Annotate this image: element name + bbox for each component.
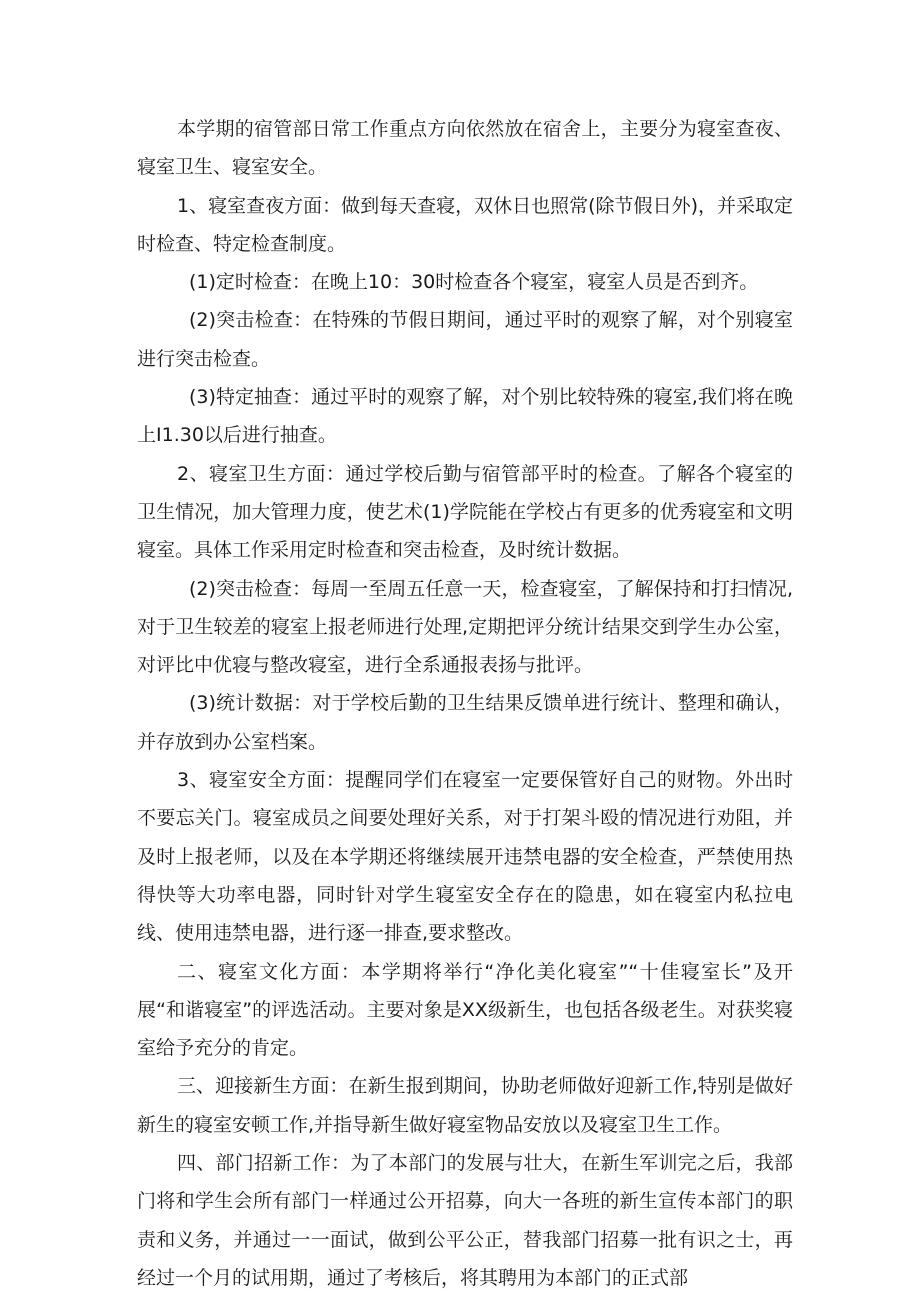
document-body (137, 110, 793, 1297)
paragraph-recruitment: 四、部门招新工作：为了本部门的发展与壮大，在新生军训完之后，我部门将和学生会所有部门一样通过公开招募，向大一各班的新生宣传本部门的职责和义务，并通过一一面试，做到公平公正，替我部门招募一批有识之士，再经过一个月的试用期，通过了考核后，将其聘用为本部门的正式部 (137, 1152, 793, 1289)
paragraph-safety: 3、寝室安全方面：提醒同学们在寝室一定要保管好自己的财物。外出时不要忘关门。寝室成员之间要处理好关系，对于打架斗殴的情况进行劝阻，并及时上报老师，以及在本学期还将继续展开违禁电器的安全检查，严禁使用热得快等大功率电器，同时针对学生寝室安全存在的隐患，如在寝室内私拉电线、使用违禁电器，进行逐一排查,要求整改。 (137, 769, 793, 945)
paragraph-surprise-check: (2)突击检查：在特殊的节假日期间，通过平时的观察了解，对个别寝室进行突击检查。 (137, 309, 793, 370)
paragraph-intro: 本学期的宿管部日常工作重点方向依然放在宿舍上，主要分为寝室查夜、寝室卫生、寝室安全。 (137, 118, 793, 179)
paragraph-night-check: 1、寝室查夜方面：做到每天查寝，双休日也照常(除节假日外)，并采取定时检查、特定检查制度。 (137, 194, 793, 255)
paragraph-hygiene: 2、寝室卫生方面：通过学校后勤与宿管部平时的检查。了解各个寝室的卫生情况，加大管理力度，使艺术(1)学院能在学校占有更多的优秀寝室和文明寝室。具体工作采用定时检查和突击检查，及时统计数据。 (137, 462, 793, 562)
paragraph-culture: 二、寝室文化方面：本学期将举行“净化美化寝室”“十佳寝室长”及开展“和谐寝室”的评选活动。主要对象是XX级新生，也包括各级老生。对获奖寝室给予充分的肯定。 (137, 960, 793, 1060)
paragraph-hygiene-surprise: (2)突击检查：每周一至周五任意一天，检查寝室，了解保持和打扫情况,对于卫生较差的寝室上报老师进行处理,定期把评分统计结果交到学生办公室，对评比中优寝与整改寝室，进行全系通报表扬与批评。 (137, 577, 793, 677)
paragraph-spot-check: (3)特定抽查：通过平时的观察了解，对个别比较特殊的寝室,我们将在晚上I1.30以后进行抽查。 (137, 386, 793, 447)
paragraph-timed-check: (1)定时检查：在晚上10：30时检查各个寝室，寝室人员是否到齐。 (189, 271, 759, 294)
paragraph-new-students: 三、迎接新生方面：在新生报到期间，协助老师做好迎新工作,特别是做好新生的寝室安顿工作,并指导新生做好寝室物品安放以及寝室卫生工作。 (137, 1075, 793, 1136)
paragraph-statistics: (3)统计数据：对于学校后勤的卫生结果反馈单进行统计、整理和确认，并存放到办公室档案。 (137, 692, 793, 753)
